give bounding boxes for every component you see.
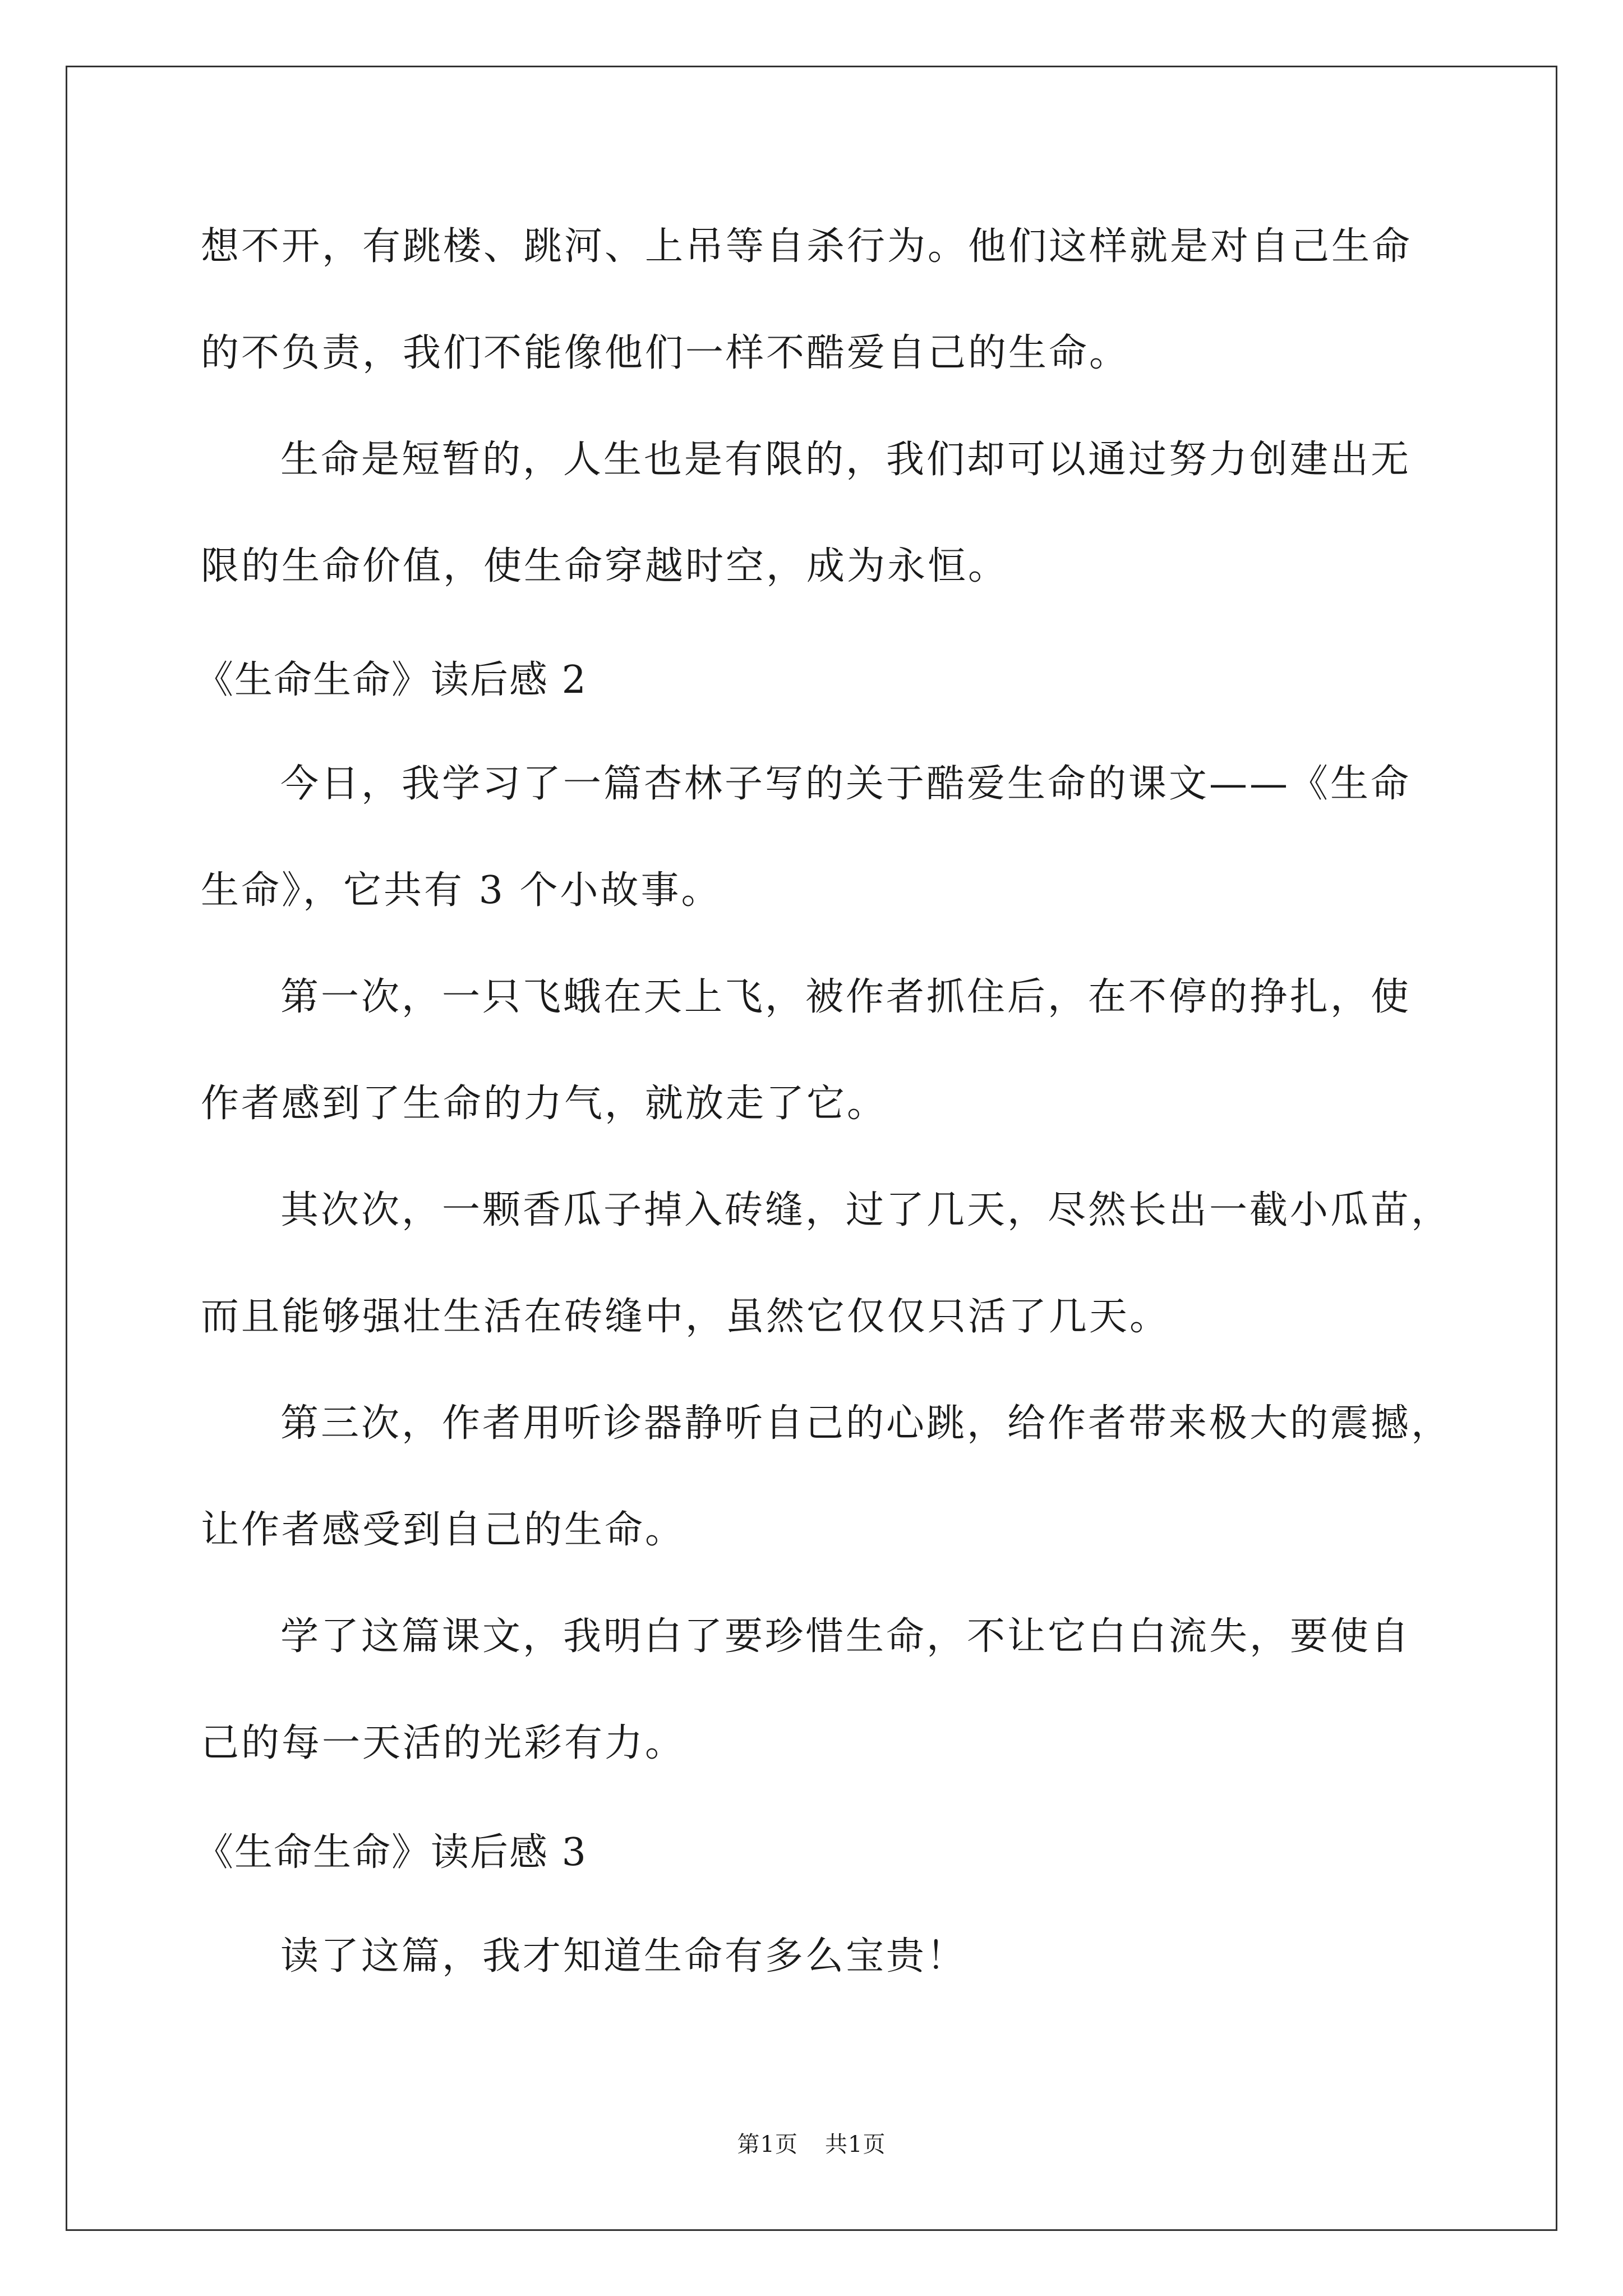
paragraph-line: 第一次，一只飞蛾在天上飞，被作者抓住后，在不停的挣扎，使 [280,975,1412,1019]
paragraph-line: 生命是短暂的，人生也是有限的，我们却可以通过努力创建出无 [280,438,1412,482]
page-footer [0,2131,1623,2159]
paragraph-line: 而且能够强壮生活在砖缝中，虽然它仅仅只活了几天。 [201,1295,1170,1339]
page-total: 共1页 [825,2132,886,2157]
section-heading: 《生命生命》读后感 2 [195,658,587,702]
paragraph-line: 己的每一天活的光彩有力。 [201,1721,686,1765]
paragraph-line: 让作者感受到自己的生命。 [201,1508,686,1552]
paragraph-line: 第三次，作者用听诊器静听自己的心跳，给作者带来极大的震撼， [280,1401,1452,1446]
section-heading: 《生命生命》读后感 3 [195,1830,587,1875]
paragraph-line: 作者感到了生命的力气，就放走了它。 [201,1082,888,1126]
paragraph-line: 其次次，一颗香瓜子掉入砖缝，过了几天，尽然长出一截小瓜苗， [280,1188,1452,1232]
paragraph-line: 今日，我学习了一篇杏林子写的关于酷爱生命的课文——《生命 [280,762,1412,806]
paragraph-line: 限的生命价值，使生命穿越时空，成为永恒。 [201,544,1009,588]
paragraph-line: 读了这篇，我才知道生命有多么宝贵！ [280,1934,967,1978]
paragraph-line: 的不负责，我们不能像他们一样不酷爱自己的生命。 [201,331,1130,375]
page-number: 第1页 [737,2132,798,2157]
paragraph-line: 生命》，它共有 3 个小故事。 [201,868,722,913]
paragraph-line: 学了这篇课文，我明白了要珍惜生命，不让它白白流失，要使自 [280,1614,1412,1659]
paragraph-line: 想不开，有跳楼、跳河、上吊等自杀行为。他们这样就是对自己生命 [201,224,1413,269]
page-border [66,66,1557,2231]
